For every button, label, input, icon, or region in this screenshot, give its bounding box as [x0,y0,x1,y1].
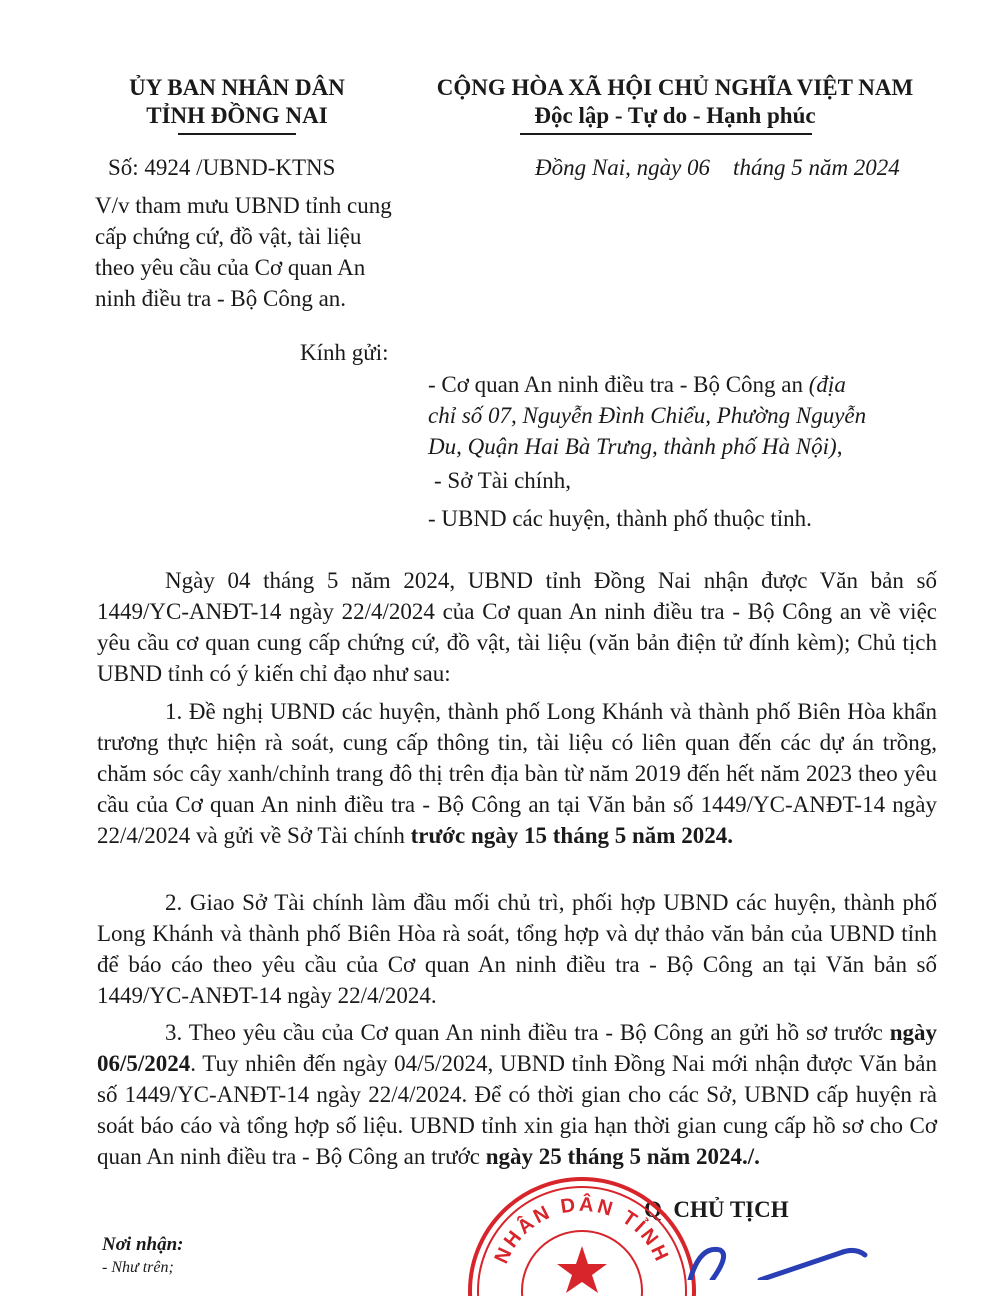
subject-line: cấp chứng cứ, đồ vật, tài liệu [95,224,362,249]
recipient-1-comma: , [836,434,843,459]
subject-line: V/v tham mưu UBND tỉnh cung [95,193,392,218]
recipient-1 [428,369,938,462]
recipient-2: - Sở Tài chính, [434,468,571,493]
recipient-1-address: chỉ số 07, Nguyễn Đình Chiểu, Phường Nguyễn [428,403,867,428]
seal-text: NHÂN DÂN TỈNH [490,1193,674,1267]
signer-title: Q. CHỦ TỊCH [644,1197,789,1222]
recipients-label: Kính gửi: [300,340,389,365]
item-1-paragraph [97,696,937,851]
agency-name-line1: ỦY BAN NHÂN DÂN [129,75,345,100]
agency-underline [178,133,296,135]
item-3-paragraph [97,1017,937,1172]
item-1-text: 1. Đề nghị UBND các huyện, thành phố Long Khánh và thành phố Biên Hòa khẩn trương thực hiện rà soát, cung cấp thông tin, tài liệu có liên quan đến các dự án trồng, chăm sóc cây xanh/chỉnh trang đô thị trên địa bàn từ năm 2019 đến hết năm 2023 theo yêu cầu của Cơ quan An ninh điều tra - Bộ Công an tại Văn bản số 1449/YC-ANĐT-14 ngày 22/4/2024 và gửi về Sở Tài chính [97,699,937,848]
place-date: Đồng Nai, ngày 06 tháng 5 năm 2024 [535,155,900,180]
subject-line: ninh điều tra - Bộ Công an. [95,286,347,311]
recipient-1-address: Du, Quận Hai Bà Trưng, thành phố Hà Nội) [428,434,837,459]
document-subject [95,190,415,314]
recipient-3: - UBND các huyện, thành phố thuộc tỉnh. [428,506,812,531]
subject-line: theo yêu cầu của Cơ quan An [95,255,366,280]
signature-icon [640,1225,880,1280]
item-3-text: 3. Theo yêu cầu của Cơ quan An ninh điều tra - Bộ Công an gửi hồ sơ trước [165,1020,890,1045]
document-number: Số: 4924 /UBND-KTNS [108,155,336,180]
item-3-text: . Tuy nhiên đến ngày 04/5/2024, UBND tỉnh Đồng Nai mới nhận được Văn bản số 1449/YC-ANĐT-14 ngày 22/4/2024. Để có thời gian cho các Sở, UBND cấp huyện rà soát báo cáo và tổng hợp số liệu. UBND tỉnh xin gia hạn thời gian cung cấp hồ sơ cho Cơ quan An ninh điều tra - Bộ Công an trước [97,1051,937,1169]
agency-name-line2: TỈNH ĐỒNG NAI [146,103,328,128]
item-2-paragraph: 2. Giao Sở Tài chính làm đầu mối chủ trì, phối hợp UBND các huyện, thành phố Long Khánh và thành phố Biên Hòa rà soát, tổng hợp và dự thảo văn bản của UBND tỉnh để báo cáo theo yêu cầu của Cơ quan An ninh điều tra - Bộ Công an tại Văn bản số 1449/YC-ANĐT-14 ngày 22/4/2024. [97,890,937,1008]
noi-nhan-label: Nơi nhận: [102,1234,184,1255]
nation-title: CỘNG HÒA XÃ HỘI CHỦ NGHĨA VIỆT NAM [436,75,914,100]
recipient-1-address: (địa [808,372,846,397]
nation-motto: Độc lập - Tự do - Hạnh phúc [534,103,816,128]
item-3-new-deadline: ngày 25 tháng 5 năm 2024./. [485,1144,760,1169]
intro-paragraph: Ngày 04 tháng 5 năm 2024, UBND tỉnh Đồng Nai nhận được Văn bản số 1449/YC-ANĐT-14 ngày 22/4/2024 của Cơ quan An ninh điều tra - Bộ Công an về việc yêu cầu cơ quan cung cấp chứng cứ, đồ vật, tài liệu (văn bản điện tử đính kèm); Chủ tịch UBND tỉnh có ý kiến chỉ đạo như sau: [97,568,937,686]
noi-nhan-item: - Như trên; [102,1259,174,1276]
motto-underline [520,133,812,135]
item-1-deadline: trước ngày 15 tháng 5 năm 2024. [410,823,733,848]
recipient-1-name: - Cơ quan An ninh điều tra - Bộ Công an [428,372,809,397]
item-3-original-deadline: ngày 06/5/2024 [97,1020,937,1076]
